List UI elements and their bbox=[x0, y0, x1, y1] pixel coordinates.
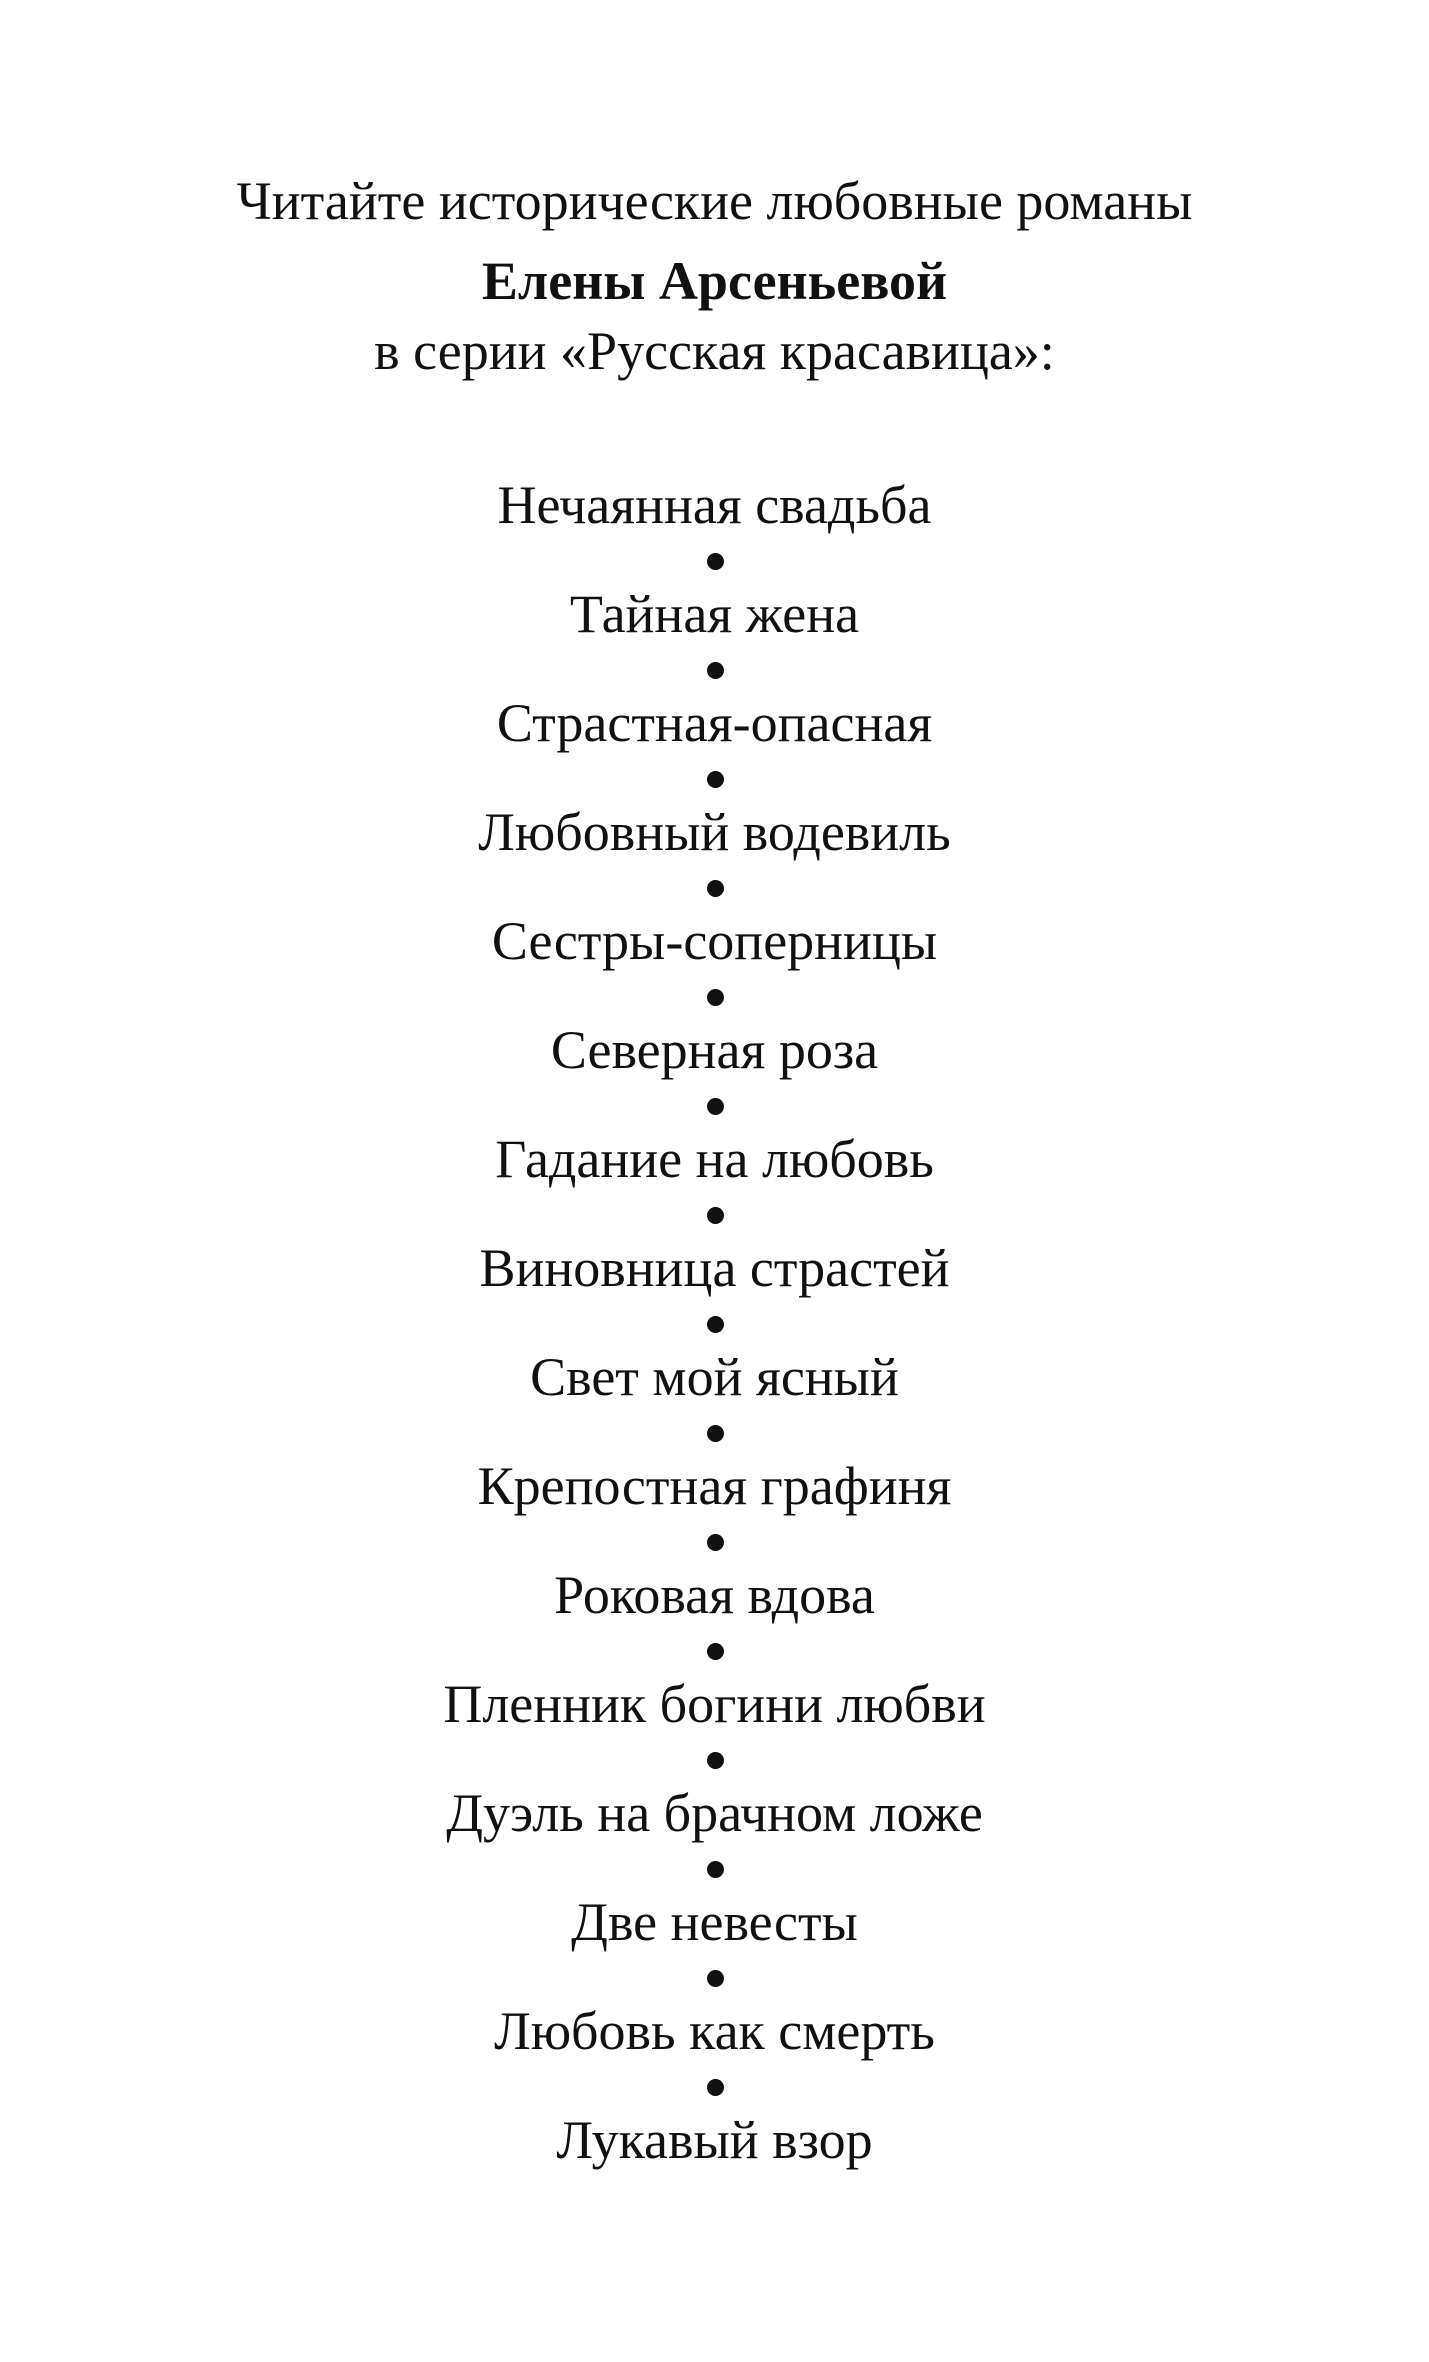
bullet-separator bbox=[707, 1316, 724, 1333]
list-item bbox=[0, 1550, 1429, 1659]
intro-line: Читайте исторические любовные романы bbox=[236, 171, 1193, 231]
list-item bbox=[0, 1332, 1429, 1441]
list-item bbox=[0, 678, 1429, 787]
list-item bbox=[0, 1441, 1429, 1550]
list-item bbox=[0, 2095, 1429, 2204]
book-title: Страстная-опасная bbox=[496, 693, 933, 753]
book-title: Тайная жена bbox=[569, 584, 860, 644]
book-title: Сестры-соперницы bbox=[491, 911, 938, 971]
book-title: Дуэль на брачном ложе bbox=[446, 1783, 983, 1843]
list-item bbox=[0, 1114, 1429, 1223]
list-item bbox=[0, 569, 1429, 678]
bullet-separator bbox=[707, 880, 724, 897]
list-item bbox=[0, 1223, 1429, 1332]
bullet-separator bbox=[707, 1752, 724, 1769]
book-title: Гадание на любовь bbox=[495, 1129, 934, 1189]
book-title: Виновница страстей bbox=[479, 1238, 950, 1298]
book-title: Крепостная графиня bbox=[477, 1456, 952, 1516]
list-item bbox=[0, 1005, 1429, 1114]
book-title: Роковая вдова bbox=[554, 1565, 875, 1625]
bullet-separator bbox=[707, 1098, 724, 1115]
bullet-separator bbox=[707, 1425, 724, 1442]
title-list bbox=[0, 460, 1429, 2204]
book-title: Пленник богини любви bbox=[443, 1674, 986, 1734]
bullet-separator bbox=[707, 1970, 724, 1987]
book-title: Северная роза bbox=[550, 1020, 879, 1080]
book-title: Нечаянная свадьба bbox=[497, 475, 932, 535]
book-title: Свет мой ясный bbox=[530, 1347, 899, 1407]
author-name: Елены Арсеньевой bbox=[481, 251, 948, 311]
list-item bbox=[0, 896, 1429, 1005]
bullet-separator bbox=[707, 2079, 724, 2096]
series-line: в серии «Русская красавица»: bbox=[374, 321, 1055, 381]
list-item bbox=[0, 1877, 1429, 1986]
bullet-separator bbox=[707, 1207, 724, 1224]
list-item bbox=[0, 787, 1429, 896]
list-item bbox=[0, 1659, 1429, 1768]
list-item bbox=[0, 1768, 1429, 1877]
bullet-separator bbox=[707, 1534, 724, 1551]
book-title: Две невесты bbox=[571, 1892, 858, 1952]
list-item bbox=[0, 1986, 1429, 2095]
book-title: Любовь как смерть bbox=[494, 2001, 935, 2061]
book-title: Любовный водевиль bbox=[478, 802, 951, 862]
bullet-separator bbox=[707, 771, 724, 788]
list-item bbox=[0, 460, 1429, 569]
bullet-separator bbox=[707, 553, 724, 570]
bullet-separator bbox=[707, 989, 724, 1006]
bullet-separator bbox=[707, 662, 724, 679]
bullet-separator bbox=[707, 1861, 724, 1878]
bullet-separator bbox=[707, 1643, 724, 1660]
book-title: Лукавый взор bbox=[556, 2110, 873, 2170]
